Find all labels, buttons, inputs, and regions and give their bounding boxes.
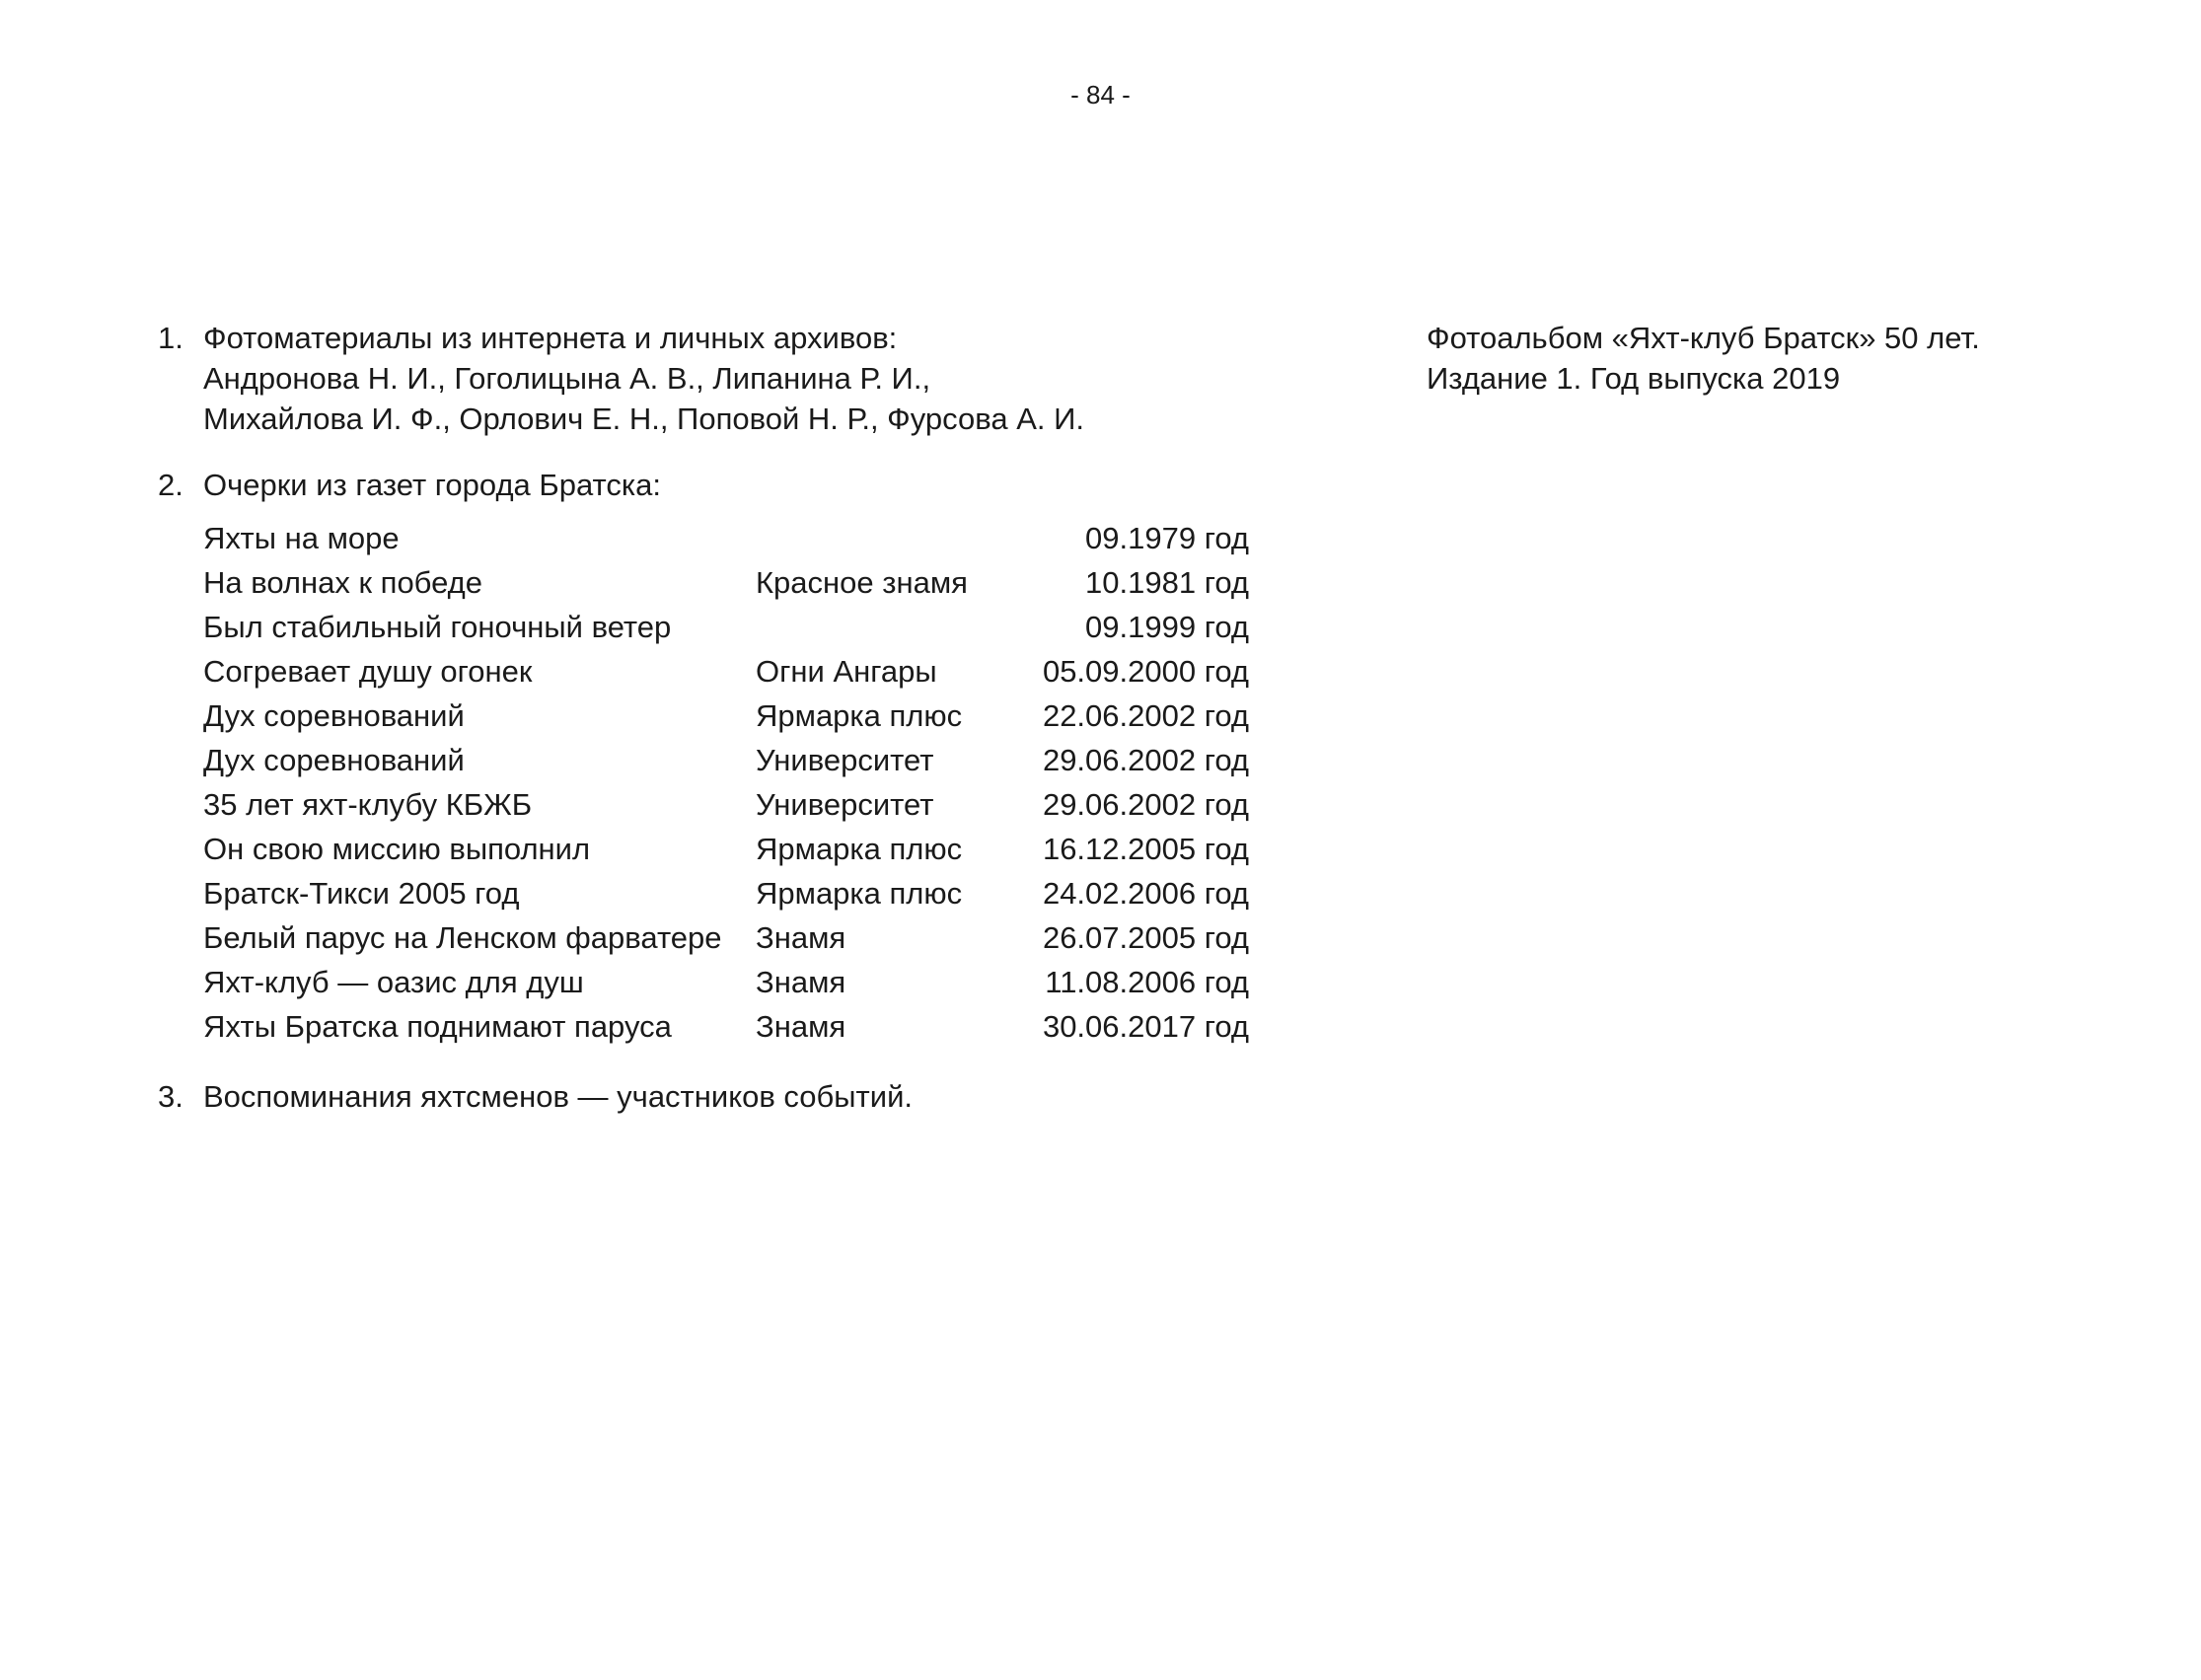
article-title: Яхты на море [203,521,400,555]
list-number: 2. [158,468,183,502]
article-title: На волнах к победе [203,565,482,600]
source-item-newspapers [158,465,1381,505]
list-item-line: Очерки из газет города Братска: [203,468,661,502]
article-date: 09.1999 год [1085,610,1249,644]
list-item-line: Фотоматериалы из интернета и личных архивов: [203,321,898,355]
edition-year: Издание 1. Год выпуска 2019 [1427,361,1841,396]
article-newspaper: Знамя [756,965,846,999]
article-newspaper: Ярмарка плюс [756,832,963,866]
article-date: 30.06.2017 год [1042,1009,1249,1044]
list-item-body [203,465,1381,505]
table-row [203,917,1249,962]
articles-table [203,518,1249,1051]
article-date: 26.07.2005 год [1042,920,1249,955]
article-date: 24.02.2006 год [1042,876,1249,911]
article-title: Дух соревнований [203,698,465,733]
article-title: Был стабильный гоночный ветер [203,610,672,644]
article-title: Яхты Братска поднимают паруса [203,1009,672,1044]
list-item-line: Андронова Н. И., Гоголицына А. В., Липанина Р. И., [203,361,931,396]
article-newspaper: Ярмарка плюс [756,698,963,733]
table-row [203,518,1249,562]
article-title: Согревает душу огонек [203,654,533,689]
list-number: 3. [158,1079,183,1114]
article-title: Яхт-клуб — оазис для душ [203,965,584,999]
source-item-photos [158,318,1381,439]
table-row [203,962,1249,1006]
article-newspaper: Знамя [756,920,846,955]
article-date: 22.06.2002 год [1042,698,1249,733]
edition-info [1427,318,1980,399]
article-date: 11.08.2006 год [1045,965,1249,999]
article-title: Братск-Тикси 2005 год [203,876,520,911]
edition-title: Фотоальбом «Яхт-клуб Братск» 50 лет. [1427,321,1980,355]
article-newspaper: Университет [756,787,934,822]
list-item-line: Михайлова И. Ф., Орлович Е. Н., Поповой Н. Р., Фурсова А. И. [203,402,1084,436]
article-newspaper: Знамя [756,1009,846,1044]
article-date: 05.09.2000 год [1042,654,1249,689]
article-date: 10.1981 год [1085,565,1249,600]
article-newspaper: Огни Ангары [756,654,937,689]
page-number: - 84 - [1070,80,1131,110]
list-item-line: Воспоминания яхтсменов — участников событий. [203,1079,913,1114]
source-item-memories [158,1076,1381,1117]
article-date: 09.1979 год [1085,521,1249,555]
article-title: 35 лет яхт-клубу КБЖБ [203,787,533,822]
article-title: Он свою миссию выполнил [203,832,591,866]
table-row [203,829,1249,873]
list-item-body [203,1076,1381,1117]
table-row [203,784,1249,829]
list-number: 1. [158,321,183,355]
article-title: Дух соревнований [203,743,465,777]
table-row [203,695,1249,740]
table-row [203,740,1249,784]
article-title: Белый парус на Ленском фарватере [203,920,722,955]
list-item-body [203,318,1381,439]
table-row [203,562,1249,607]
table-row [203,1006,1249,1051]
article-newspaper: Красное знамя [756,565,968,600]
table-row [203,607,1249,651]
article-date: 29.06.2002 год [1042,743,1249,777]
table-row [203,651,1249,695]
table-row [203,873,1249,917]
article-newspaper: Университет [756,743,934,777]
article-date: 16.12.2005 год [1042,832,1249,866]
article-newspaper: Ярмарка плюс [756,876,963,911]
article-date: 29.06.2002 год [1042,787,1249,822]
